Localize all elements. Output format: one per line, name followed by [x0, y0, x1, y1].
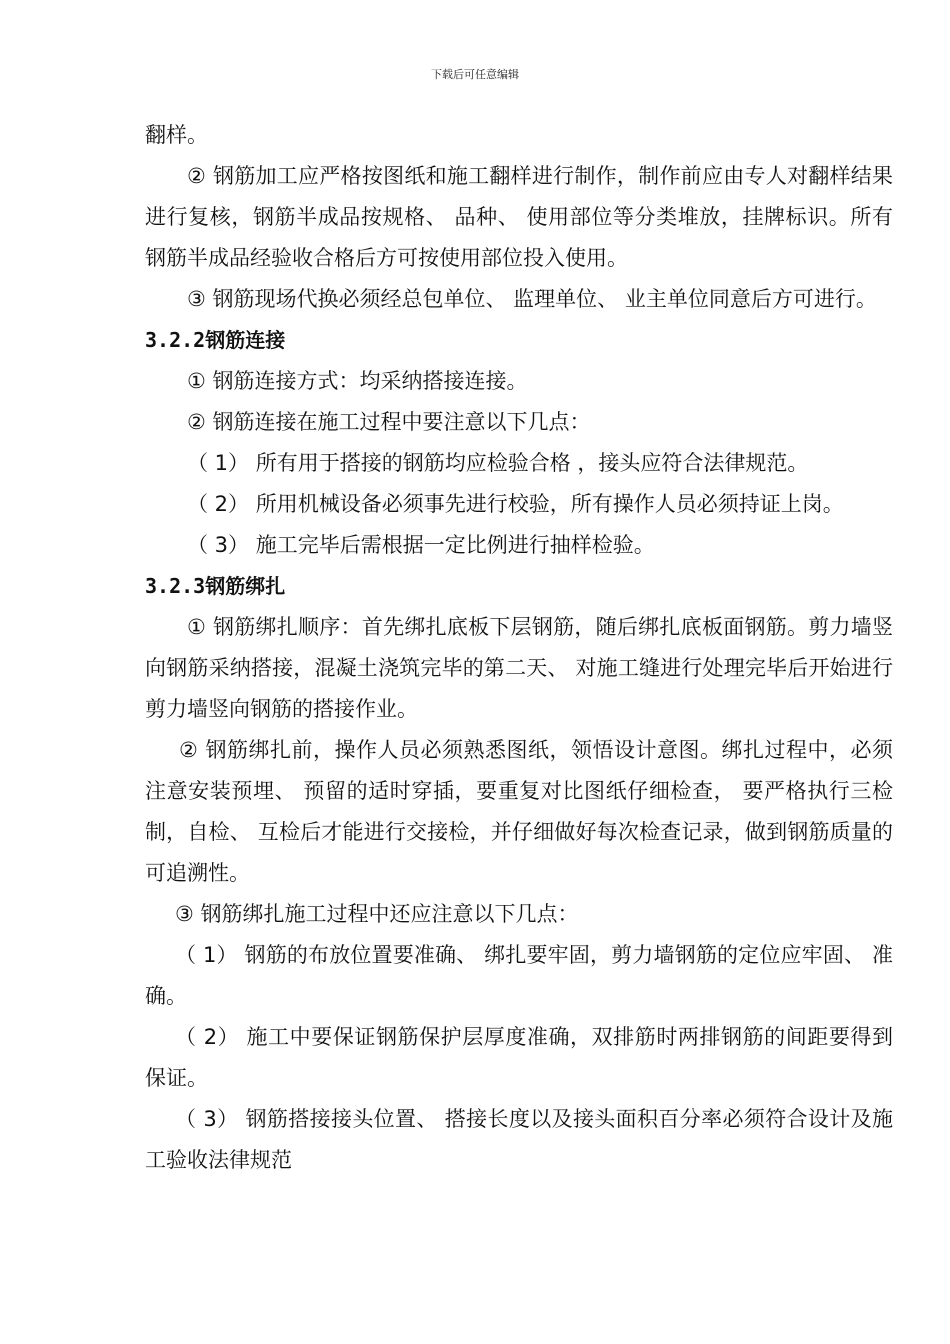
- list-item: ② 钢筋绑扎前，操作人员必须熟悉图纸，领悟设计意图。绑扎过程中，必须注意安装预埋、 预留的适时穿插，要重复对比图纸仔细检查， 要严格执行三检制，自检、 互检后才能进行交接检，并仔细做好每次检查记录，做到钢筋质量的可追溯性。: [145, 738, 893, 885]
- section-number: 3.2.3: [145, 574, 206, 598]
- list-item: （ 1） 所有用于搭接的钢筋均应检验合格 ，接头应符合法律规范。: [187, 451, 809, 475]
- list-item: ① 钢筋连接方式：均采纳搭接连接。: [187, 369, 528, 393]
- page-header: 下载后可任意编辑: [431, 68, 519, 81]
- section-heading-323: [145, 566, 893, 607]
- list-item: ② 钢筋连接在施工过程中要注意以下几点：: [187, 410, 591, 434]
- list-item: （ 2） 施工中要保证钢筋保护层厚度准确，双排筋时两排钢筋的间距要得到保证。: [145, 1025, 893, 1090]
- section-title: 钢筋绑扎: [205, 574, 286, 598]
- section-title: 钢筋连接: [205, 328, 286, 352]
- list-item: （ 2） 所用机械设备必须事先进行校验，所有操作人员必须持证上岗。: [187, 492, 844, 516]
- list-item: （ 3） 施工完毕后需根据一定比例进行抽样检验。: [187, 533, 655, 557]
- paragraph-item-3: ③ 钢筋现场代换必须经总包单位、 监理单位、 业主单位同意后方可进行。: [187, 287, 877, 311]
- list-item: ③ 钢筋绑扎施工过程中还应注意以下几点：: [175, 902, 579, 926]
- paragraph-continuation: 翻样。: [145, 123, 208, 147]
- section-number: 3.2.2: [145, 328, 206, 352]
- section-heading-322: [145, 320, 893, 361]
- list-item: （ 3） 钢筋搭接接头位置、 搭接长度以及接头面积百分率必须符合设计及施工验收法律规范: [145, 1107, 893, 1172]
- list-item: （ 1） 钢筋的布放位置要准确、 绑扎要牢固，剪力墙钢筋的定位应牢固、 准确。: [145, 943, 893, 1008]
- list-item: ① 钢筋绑扎顺序：首先绑扎底板下层钢筋，随后绑扎底板面钢筋。剪力墙竖向钢筋采纳搭接，混凝土浇筑完毕的第二天、 对施工缝进行处理完毕后开始进行剪力墙竖向钢筋的搭接作业。: [145, 615, 893, 721]
- paragraph-item-2: ② 钢筋加工应严格按图纸和施工翻样进行制作，制作前应由专人对翻样结果进行复核，钢筋半成品按规格、 品种、 使用部位等分类堆放，挂牌标识。所有钢筋半成品经验收合格后方可按使用部位投入使用。: [145, 164, 893, 270]
- document-body: [145, 115, 893, 1181]
